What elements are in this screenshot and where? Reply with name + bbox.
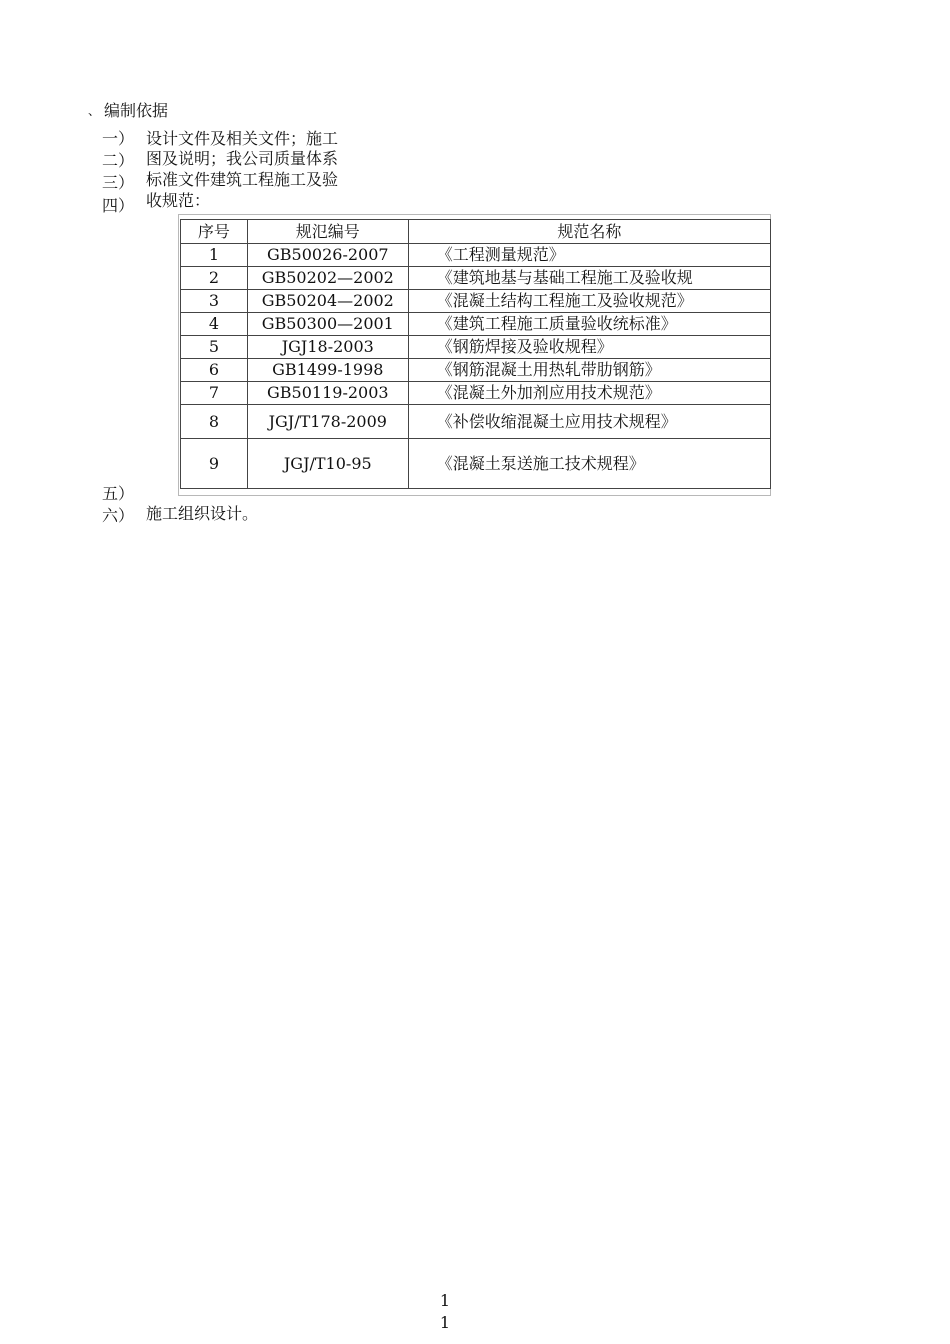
item-number: 四） <box>102 196 135 215</box>
table-row <box>181 290 771 313</box>
item-text: 图及说明；我公司质量体系 <box>146 149 339 168</box>
cell-name: 《混凝土外加剂应用技术规范》 <box>408 382 770 405</box>
item-text: 标准文件建筑工程施工及验 <box>146 170 339 189</box>
table-row <box>181 244 771 267</box>
cell-name: 《混凝土结构工程施工及验收规范》 <box>408 290 770 313</box>
section-heading <box>88 100 168 122</box>
table-row <box>181 405 771 439</box>
standards-table <box>180 219 771 489</box>
item-number: 五） <box>102 484 135 503</box>
cell-code: JGJ/T10-95 <box>247 439 408 489</box>
table-row <box>181 336 771 359</box>
heading-text: 编制依据 <box>104 101 169 120</box>
cell-code: GB50300—2001 <box>247 313 408 336</box>
item-number: 六） <box>102 506 135 525</box>
cell-name: 《工程测量规范》 <box>408 244 770 267</box>
cell-name: 《混凝土泵送施工技术规程》 <box>408 439 770 489</box>
item-text: 施工组织设计。 <box>146 504 259 523</box>
cell-index: 7 <box>181 382 248 405</box>
cell-index: 5 <box>181 336 248 359</box>
heading-mark: 、 <box>88 104 101 118</box>
cell-code: JGJ18-2003 <box>247 336 408 359</box>
header-code: 规氾编号 <box>247 220 408 244</box>
cell-index: 3 <box>181 290 248 313</box>
table-row <box>181 439 771 489</box>
cell-index: 1 <box>181 244 248 267</box>
standards-table-frame <box>178 214 771 496</box>
cell-name: 《钢筋混凝土用热轧带肋钢筋》 <box>408 359 770 382</box>
cell-name: 《钢筋焊接及验收规程》 <box>408 336 770 359</box>
cell-code: GB50204—2002 <box>247 290 408 313</box>
page-number-second: 1 <box>439 1313 451 1332</box>
cell-code: GB50202—2002 <box>247 267 408 290</box>
table-row <box>181 267 771 290</box>
cell-index: 2 <box>181 267 248 290</box>
item-number: 一） <box>102 129 135 148</box>
cell-name: 《建筑地基与基础工程施工及验收规 <box>408 267 770 290</box>
cell-name: 《补偿收缩混凝土应用技术规程》 <box>408 405 770 439</box>
cell-code: GB50119-2003 <box>247 382 408 405</box>
cell-index: 9 <box>181 439 248 489</box>
item-text: 设计文件及相关文件；施工 <box>146 129 339 148</box>
cell-name: 《建筑工程施工质量验收统标准》 <box>408 313 770 336</box>
cell-index: 6 <box>181 359 248 382</box>
table-row <box>181 313 771 336</box>
cell-index: 4 <box>181 313 248 336</box>
item-number: 二） <box>102 151 135 170</box>
item-number: 三） <box>102 173 135 192</box>
cell-code: JGJ/T178-2009 <box>247 405 408 439</box>
page-number: 1 <box>439 1291 451 1310</box>
header-name: 规范名称 <box>408 220 770 244</box>
cell-code: GB50026-2007 <box>247 244 408 267</box>
header-index: 序号 <box>181 220 248 244</box>
cell-code: GB1499-1998 <box>247 359 408 382</box>
cell-index: 8 <box>181 405 248 439</box>
table-row <box>181 382 771 405</box>
table-header-row <box>181 220 771 244</box>
table-row <box>181 359 771 382</box>
item-text: 收规范： <box>146 191 211 210</box>
